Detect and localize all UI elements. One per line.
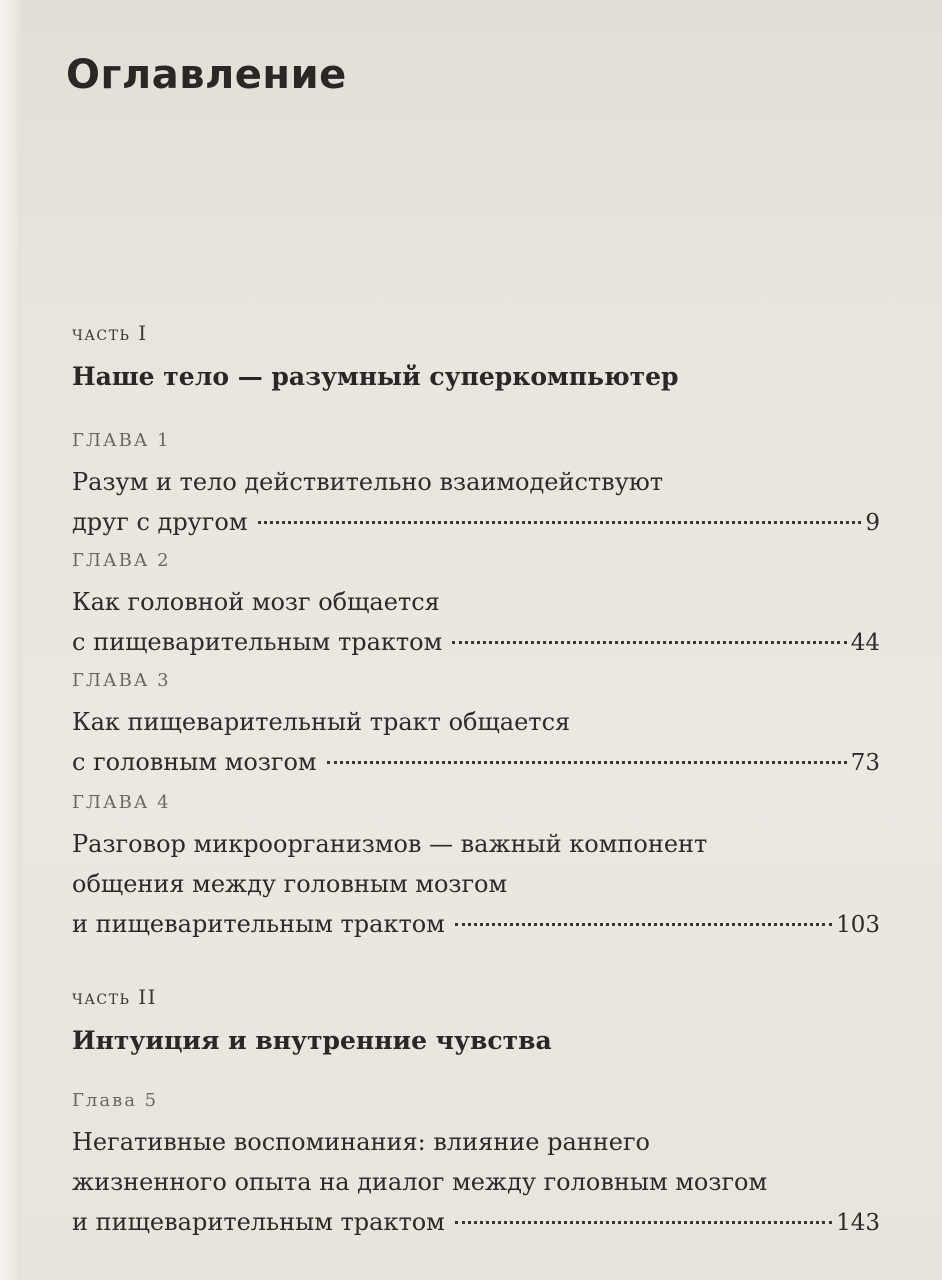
chapter-title-line: и пищеварительным трактом: [72, 1208, 445, 1236]
page-number: 44: [850, 630, 880, 656]
part-1-header: [72, 318, 880, 394]
chapter-4-entry[interactable]: [72, 790, 880, 944]
page-number: 103: [836, 912, 880, 938]
chapter-2-entry[interactable]: [72, 548, 880, 662]
chapter-title-last-line: [72, 1202, 880, 1242]
chapter-3-entry[interactable]: [72, 668, 880, 782]
page-edge: [0, 0, 23, 1280]
part-label: часть I: [72, 321, 148, 345]
page-number: 143: [836, 1210, 880, 1236]
chapter-title-last-line: [72, 502, 880, 542]
chapter-1-entry[interactable]: [72, 428, 880, 542]
chapter-title-line: Как пищеварительный тракт общается: [72, 708, 571, 736]
page-title: Оглавление: [66, 52, 347, 98]
chapter-title-last-line: [72, 742, 880, 782]
dot-leader: [327, 761, 847, 764]
dot-leader: [455, 1221, 832, 1224]
chapter-title-line: общения между головным мозгом: [72, 870, 508, 898]
page-number: 73: [850, 750, 880, 776]
chapter-label: ГЛАВА 3: [72, 670, 171, 691]
part-2-header: [72, 982, 880, 1058]
chapter-title-line: друг с другом: [72, 508, 248, 536]
dot-leader: [258, 521, 862, 524]
part-title: Наше тело — разумный суперкомпьютер: [72, 362, 679, 391]
chapter-title-line: с пищеварительным трактом: [72, 628, 443, 656]
chapter-label: ГЛАВА 1: [72, 430, 171, 451]
chapter-5-entry[interactable]: [72, 1088, 880, 1242]
chapter-label: ГЛАВА 2: [72, 550, 171, 571]
chapter-title-line: жизненного опыта на диалог между головным мозгом: [72, 1168, 768, 1196]
dot-leader: [455, 923, 832, 926]
chapter-title-line: и пищеварительным трактом: [72, 910, 445, 938]
chapter-title-line: Негативные воспоминания: влияние раннего: [72, 1128, 651, 1156]
table-of-contents: [66, 0, 880, 1280]
chapter-title-last-line: [72, 622, 880, 662]
dot-leader: [452, 641, 846, 644]
chapter-title-line: Разум и тело действительно взаимодействуют: [72, 468, 663, 496]
chapter-label: Глава 5: [72, 1090, 159, 1111]
page-number: 9: [865, 510, 880, 536]
part-label: часть II: [72, 985, 158, 1009]
chapter-title-line: Разговор микроорганизмов — важный компонент: [72, 830, 708, 858]
part-title: Интуиция и внутренние чувства: [72, 1026, 552, 1055]
chapter-title-last-line: [72, 904, 880, 944]
chapter-label: ГЛАВА 4: [72, 792, 171, 813]
chapter-title-line: Как головной мозг общается: [72, 588, 440, 616]
chapter-title-line: с головным мозгом: [72, 748, 317, 776]
